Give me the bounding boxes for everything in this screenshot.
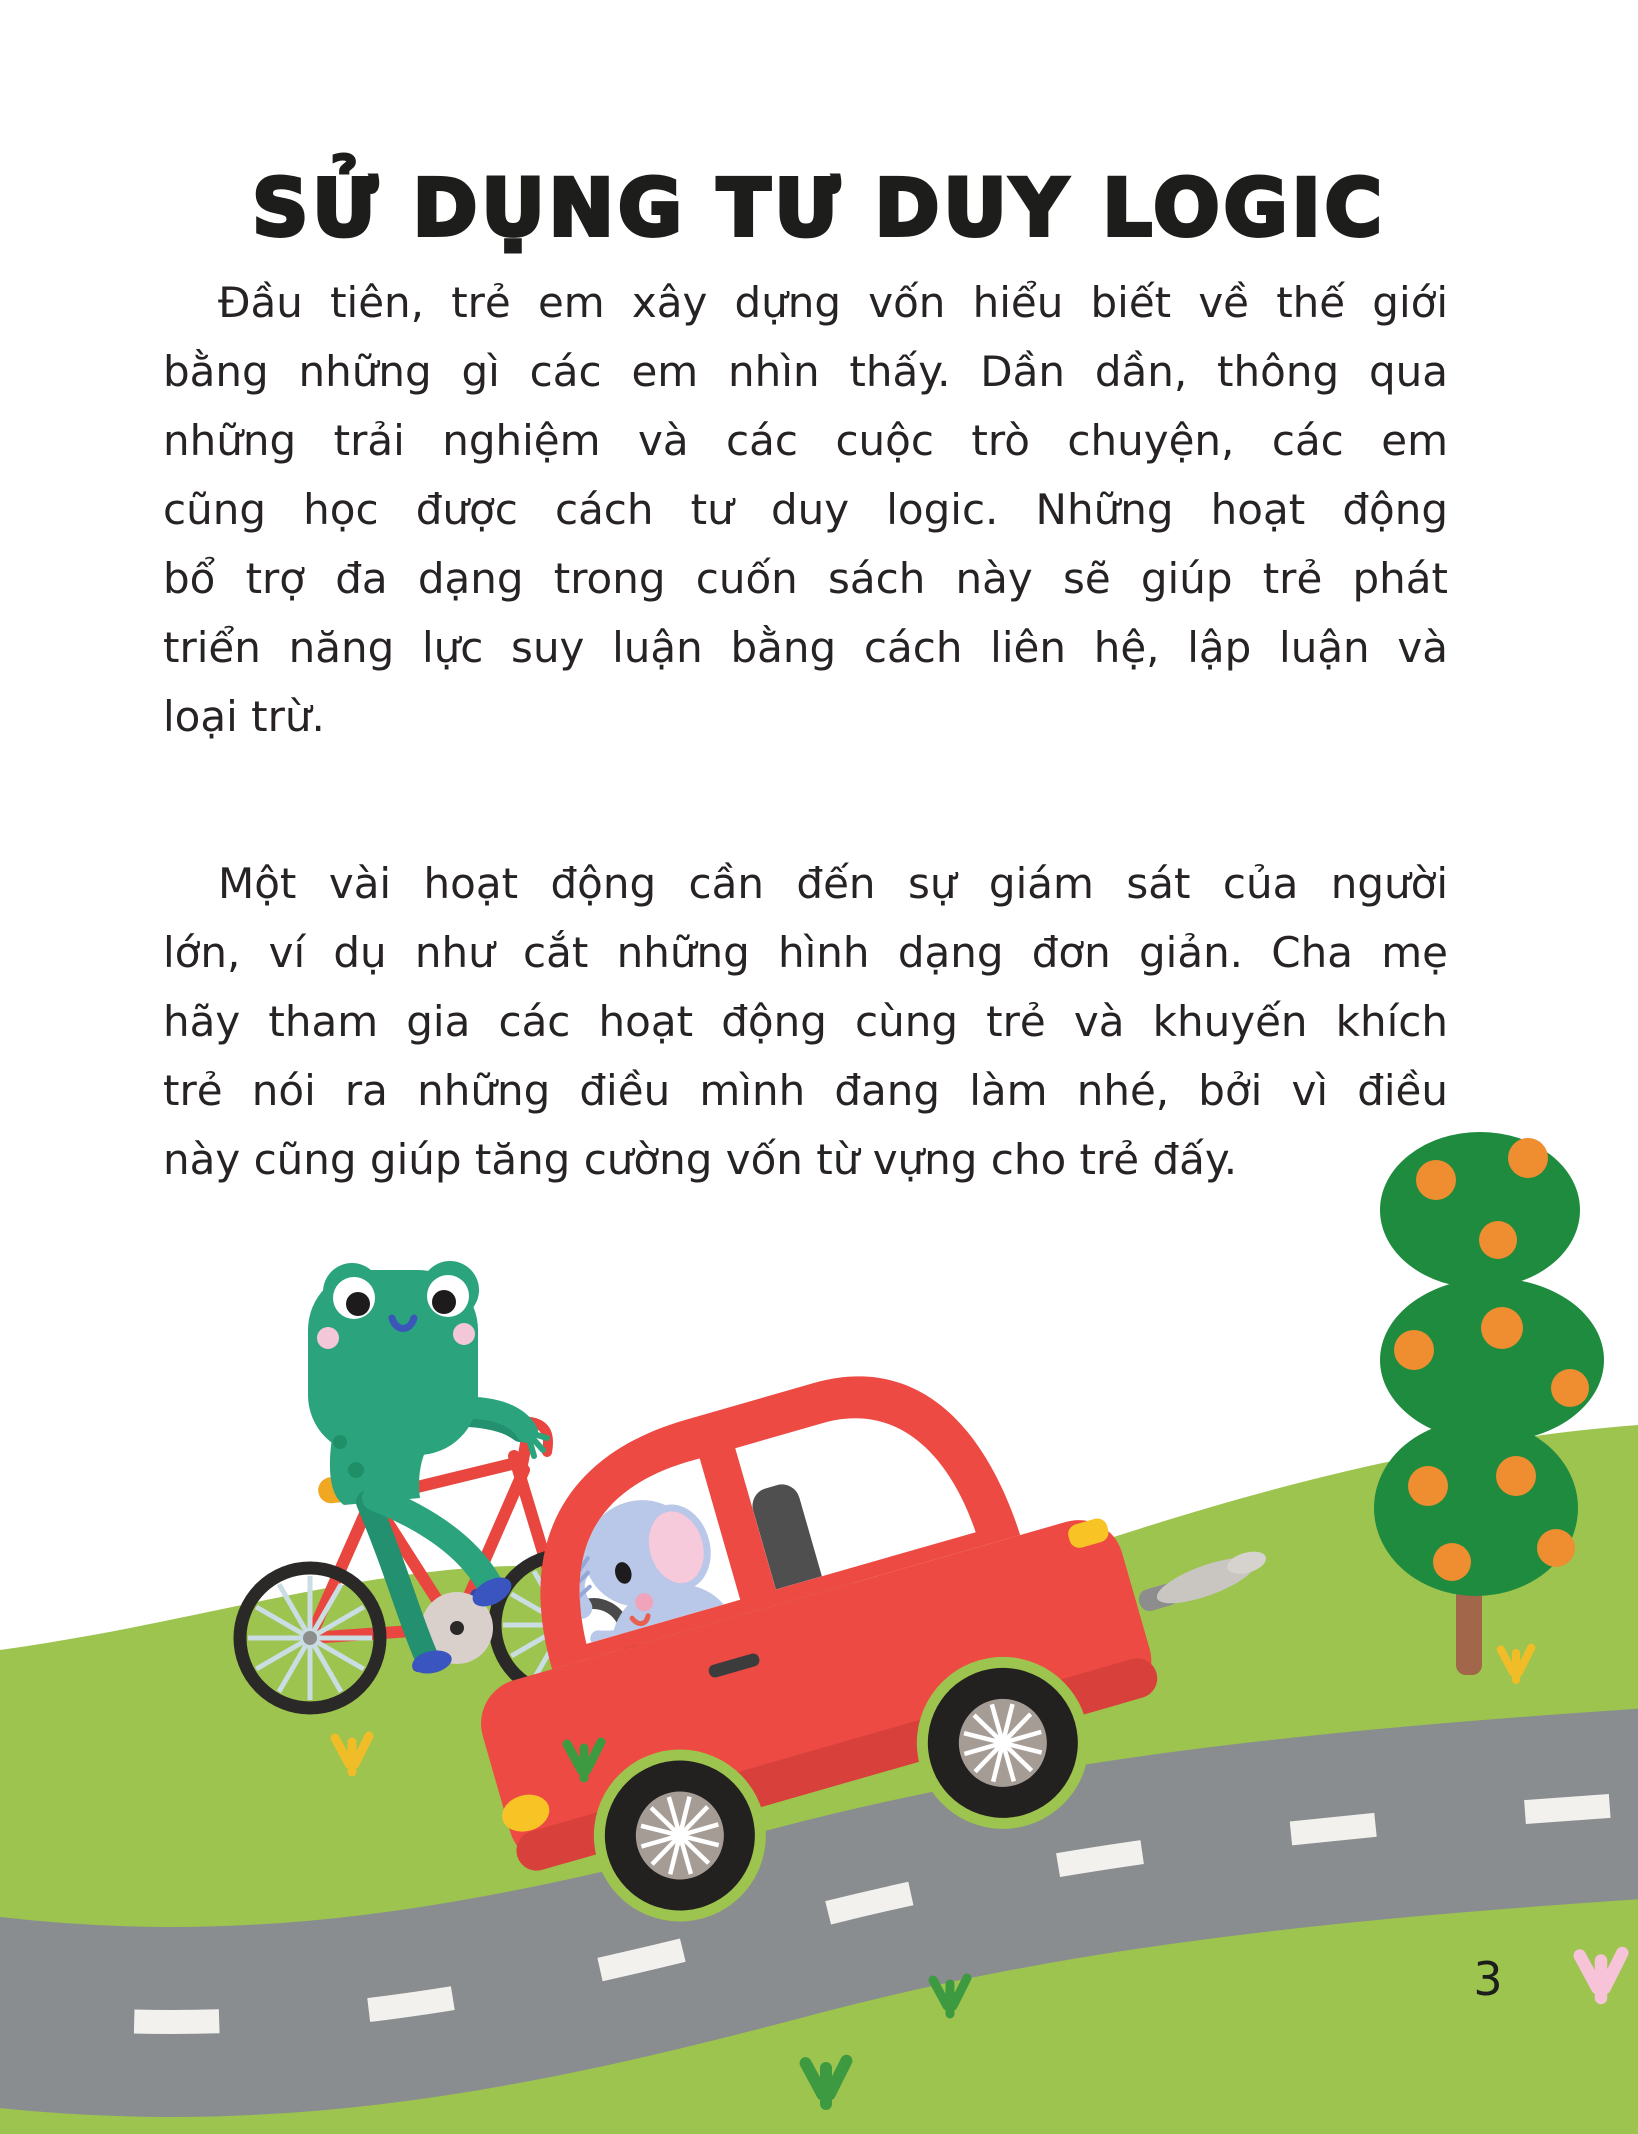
paragraph-1 [163, 268, 1448, 751]
text-line: lớn, ví dụ như cắt những hình dạng đơn giản. Cha mẹ [163, 928, 1448, 977]
rear-wheel [240, 1568, 380, 1708]
page-number: 3 [1473, 1952, 1503, 2006]
scene-illustration [0, 880, 1638, 2134]
frog-cheek [317, 1327, 339, 1349]
text-line: hãy tham gia các hoạt động cùng trẻ và khuyến khích [163, 997, 1448, 1046]
text-line: cũng học được cách tư duy logic. Những hoạt động [163, 485, 1448, 534]
frog-cheek [453, 1323, 475, 1345]
text-line: Đầu tiên, trẻ em xây dựng vốn hiểu biết về thế giới [218, 278, 1448, 327]
text-line: trẻ nói ra những điều mình đang làm nhé, bởi vì điều [163, 1066, 1448, 1115]
text-line: triển năng lực suy luận bằng cách liên hệ, lập luận và [163, 623, 1448, 672]
text-line: này cũng giúp tăng cường vốn từ vựng cho trẻ đấy. [163, 1135, 1238, 1184]
text-line: những trải nghiệm và các cuộc trò chuyện, các em [163, 416, 1448, 465]
frog-spot [333, 1435, 347, 1449]
frog-spot [348, 1462, 364, 1478]
text-line: bằng những gì các em nhìn thấy. Dần dần, thông qua [163, 347, 1448, 396]
text-line: loại trừ. [163, 692, 325, 741]
page-title: SỬ DỤNG TƯ DUY LOGIC [252, 164, 1386, 255]
text-line: Một vài hoạt động cần đến sự giám sát của người [218, 859, 1448, 908]
text-line: bổ trợ đa dạng trong cuốn sách này sẽ giúp trẻ phát [163, 554, 1448, 603]
